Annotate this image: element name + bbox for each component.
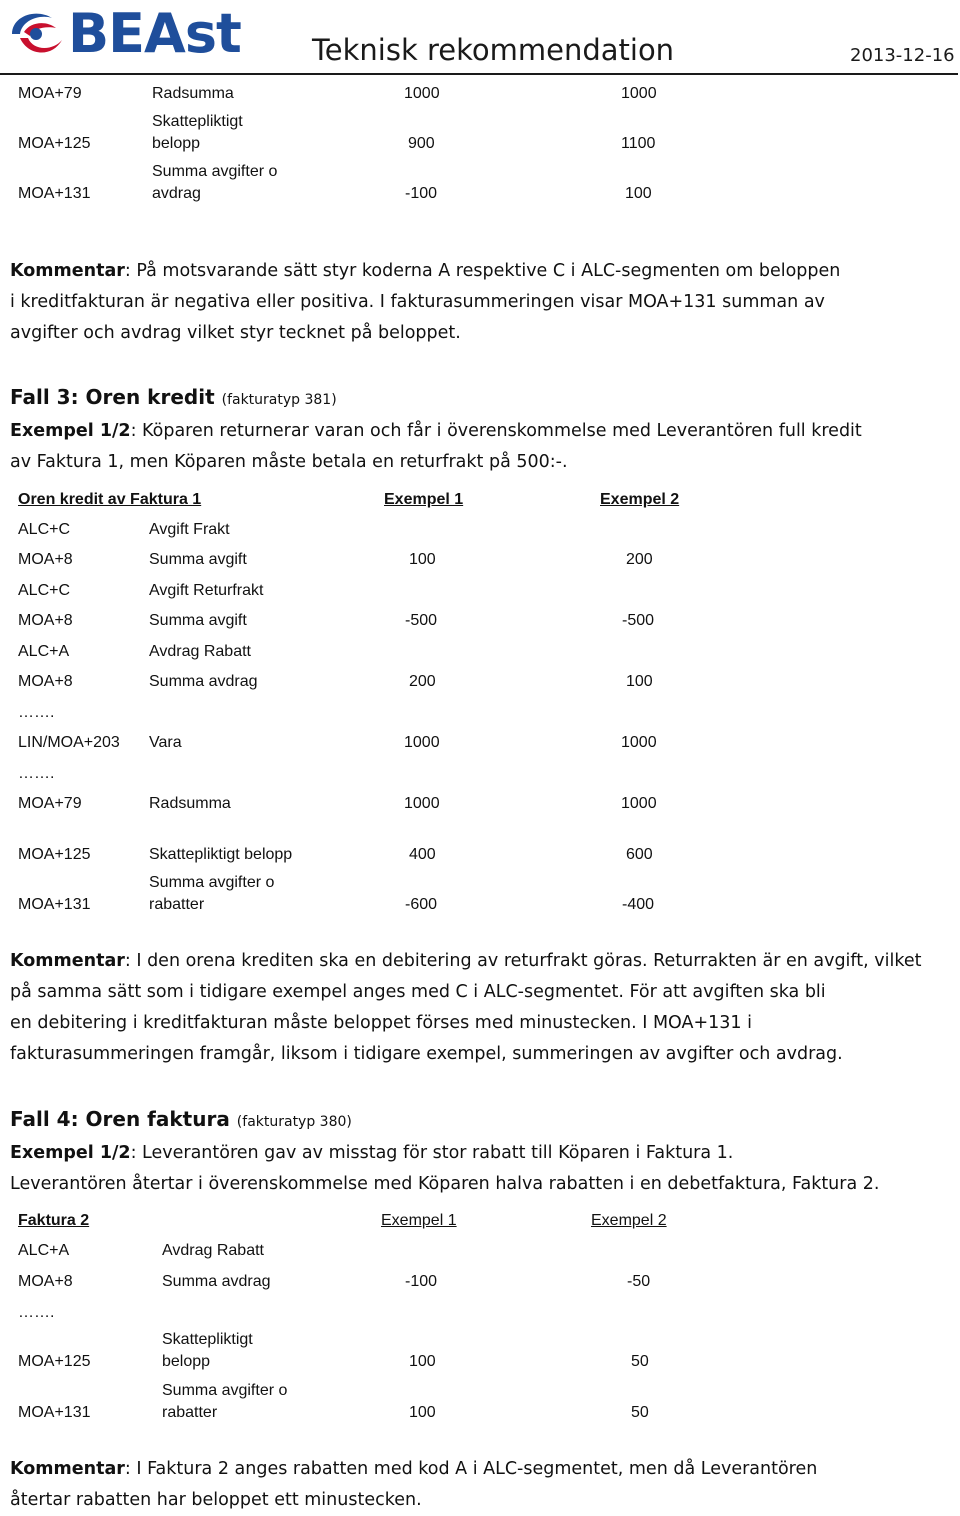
table-cell-code: MOA+125 — [18, 846, 91, 863]
table-cell-label: belopp — [162, 1353, 211, 1370]
table-cell-ex1: -600 — [405, 896, 438, 913]
table-cell-code: LIN/MOA+203 — [18, 734, 120, 751]
table-cell-code: MOA+79 — [18, 85, 82, 102]
table-cell-ex2: -50 — [627, 1273, 651, 1290]
table-cell-code: ALC+A — [18, 1242, 70, 1259]
table-cell-ex2: 1100 — [621, 135, 656, 152]
example-line: av Faktura 1, men Köparen måste betala en returfrakt på 500:-. — [10, 452, 568, 472]
table-cell-ex1: -500 — [405, 612, 438, 629]
table-cell-code: MOA+79 — [18, 795, 82, 812]
table-cell-ex1: 100 — [409, 551, 436, 568]
header-divider — [0, 73, 958, 75]
example-line: Leverantören återtar i överenskommelse med Köparen halva rabatten i en debetfaktura, Faktura 2. — [10, 1174, 880, 1194]
table-cell-code: MOA+131 — [18, 896, 91, 913]
table-cell-label: Skattepliktigt belopp — [149, 846, 293, 863]
table-cell-ex2: 1000 — [621, 734, 657, 751]
comment-line: : I den orena krediten ska en debitering av returfrakt göras. Returrakten är en avgift, vilket — [124, 951, 922, 971]
table-cell-ex1: 900 — [408, 135, 435, 152]
table-cell-ex1: -100 — [405, 1273, 438, 1290]
table-header-ex1: Exempel 1 — [381, 1212, 457, 1229]
table-cell-code: MOA+8 — [18, 673, 73, 690]
table-cell-code: MOA+8 — [18, 1273, 73, 1290]
table-cell-ex2: 100 — [626, 673, 653, 690]
table-cell-ex2: 200 — [626, 551, 653, 568]
table-header-ex2: Exempel 2 — [600, 491, 680, 508]
table-cell-ex1: 100 — [409, 1353, 436, 1370]
comment-line: i kreditfakturan är negativa eller positiva. I fakturasummeringen visar MOA+131 summan av — [10, 292, 825, 312]
example-line: : Köparen returnerar varan och får i överenskommelse med Leverantören full kredit — [130, 421, 862, 441]
comment-line: : I Faktura 2 anges rabatten med kod A i ALC-segmentet, men då Leverantören — [124, 1459, 818, 1479]
comment-line: återtar rabatten har beloppet ett minustecken. — [10, 1490, 422, 1510]
table-cell-label: Summa avgift — [149, 612, 247, 629]
document-date: 2013-12-16 — [850, 45, 955, 66]
table-header-title: Oren kredit av Faktura 1 — [18, 491, 202, 508]
beast-logo — [6, 2, 241, 66]
table-cell-code: MOA+8 — [18, 551, 73, 568]
table-cell-ellipsis: ……. — [18, 1304, 55, 1321]
table-cell-label: rabatter — [149, 896, 205, 913]
table-cell-ex1: 200 — [409, 673, 436, 690]
table-cell-ex1: 1000 — [404, 85, 440, 102]
comment-line: : På motsvarande sätt styr koderna A respektive C i ALC-segmenten om beloppen — [124, 261, 841, 281]
table-cell-ex1: 400 — [409, 846, 436, 863]
logo-swirl-icon — [6, 4, 66, 64]
table-cell-label: Radsumma — [152, 85, 234, 102]
table-cell-ex1: 1000 — [404, 795, 440, 812]
table-cell-code: MOA+125 — [18, 135, 91, 152]
table-header-ex1: Exempel 1 — [384, 491, 464, 508]
table-cell-label: Summa avgifter o — [152, 163, 278, 180]
section-type: (fakturatyp 381) — [221, 392, 337, 408]
table-cell-ex2: 600 — [626, 846, 653, 863]
section-title: Fall 4: Oren faktura — [10, 1107, 230, 1131]
section-title: Fall 3: Oren kredit — [10, 385, 215, 409]
table-cell-ex2: -400 — [622, 896, 655, 913]
table-cell-code: MOA+125 — [18, 1353, 91, 1370]
example-paragraph — [10, 416, 862, 478]
section-heading-fall4 — [10, 1107, 352, 1131]
comment-paragraph — [10, 946, 921, 1070]
table-cell-label: Skattepliktigt — [162, 1331, 253, 1348]
table-cell-ex1: 1000 — [404, 734, 440, 751]
comment-line: avgifter och avdrag vilket styr tecknet på beloppet. — [10, 323, 461, 343]
table-cell-label: Avdrag Rabatt — [162, 1242, 264, 1259]
table-cell-label: Avgift Frakt — [149, 521, 230, 538]
table-cell-code: ALC+A — [18, 643, 70, 660]
section-heading-fall3 — [10, 385, 337, 409]
table-cell-label: Summa avgifter o — [149, 874, 275, 891]
table-cell-ex2: 50 — [631, 1404, 649, 1421]
comment-label: Kommentar — [10, 261, 125, 281]
table-cell-label: Summa avdrag — [162, 1273, 271, 1290]
table-cell-label: Vara — [149, 734, 182, 751]
table-cell-ex1: 100 — [409, 1404, 436, 1421]
table-cell-ex2: 1000 — [621, 795, 657, 812]
table-cell-code: ALC+C — [18, 582, 71, 599]
table-cell-code: MOA+131 — [18, 1404, 91, 1421]
example-label: Exempel 1/2 — [10, 1143, 131, 1163]
table-cell-code: MOA+8 — [18, 612, 73, 629]
comment-line: på samma sätt som i tidigare exempel anges med C i ALC-segmentet. För att avgiften ska bli — [10, 982, 826, 1002]
table-cell-ellipsis: ……. — [18, 765, 55, 782]
table-header-ex2: Exempel 2 — [591, 1212, 667, 1229]
table-cell-label: Summa avdrag — [149, 673, 258, 690]
comment-paragraph — [10, 1454, 817, 1516]
table-cell-label: Avdrag Rabatt — [149, 643, 251, 660]
table-cell-code: MOA+131 — [18, 185, 91, 202]
logo-text: BEAst — [68, 2, 241, 65]
comment-label: Kommentar — [10, 951, 125, 971]
table-cell-label: rabatter — [162, 1404, 218, 1421]
table-cell-ex1: -100 — [405, 185, 438, 202]
table-cell-label: avdrag — [152, 185, 201, 202]
example-line: : Leverantören gav av misstag för stor rabatt till Köparen i Faktura 1. — [130, 1143, 734, 1163]
table-cell-ex2: 100 — [625, 185, 652, 202]
document-title: Teknisk rekommendation — [312, 33, 675, 67]
table-cell-label: Summa avgift — [149, 551, 247, 568]
table-cell-ex2: 1000 — [621, 85, 657, 102]
comment-line: fakturasummeringen framgår, liksom i tidigare exempel, summeringen av avgifter och avdrag. — [10, 1044, 843, 1064]
table-cell-label: belopp — [152, 135, 201, 152]
example-label: Exempel 1/2 — [10, 421, 131, 441]
table-cell-code: ALC+C — [18, 521, 71, 538]
comment-paragraph — [10, 256, 840, 349]
table-header-title: Faktura 2 — [18, 1212, 90, 1229]
example-paragraph — [10, 1138, 879, 1200]
table-cell-label: Avgift Returfrakt — [149, 582, 264, 599]
table-cell-ex2: 50 — [631, 1353, 649, 1370]
comment-label: Kommentar — [10, 1459, 125, 1479]
section-type: (fakturatyp 380) — [236, 1114, 352, 1130]
table-cell-label: Summa avgifter o — [162, 1382, 288, 1399]
table-cell-label: Radsumma — [149, 795, 231, 812]
table-cell-ellipsis: ……. — [18, 704, 55, 721]
comment-line: en debitering i kreditfakturan måste beloppet förses med minustecken. I MOA+131 i — [10, 1013, 752, 1033]
table-cell-ex2: -500 — [622, 612, 655, 629]
table-cell-label: Skattepliktigt — [152, 113, 243, 130]
